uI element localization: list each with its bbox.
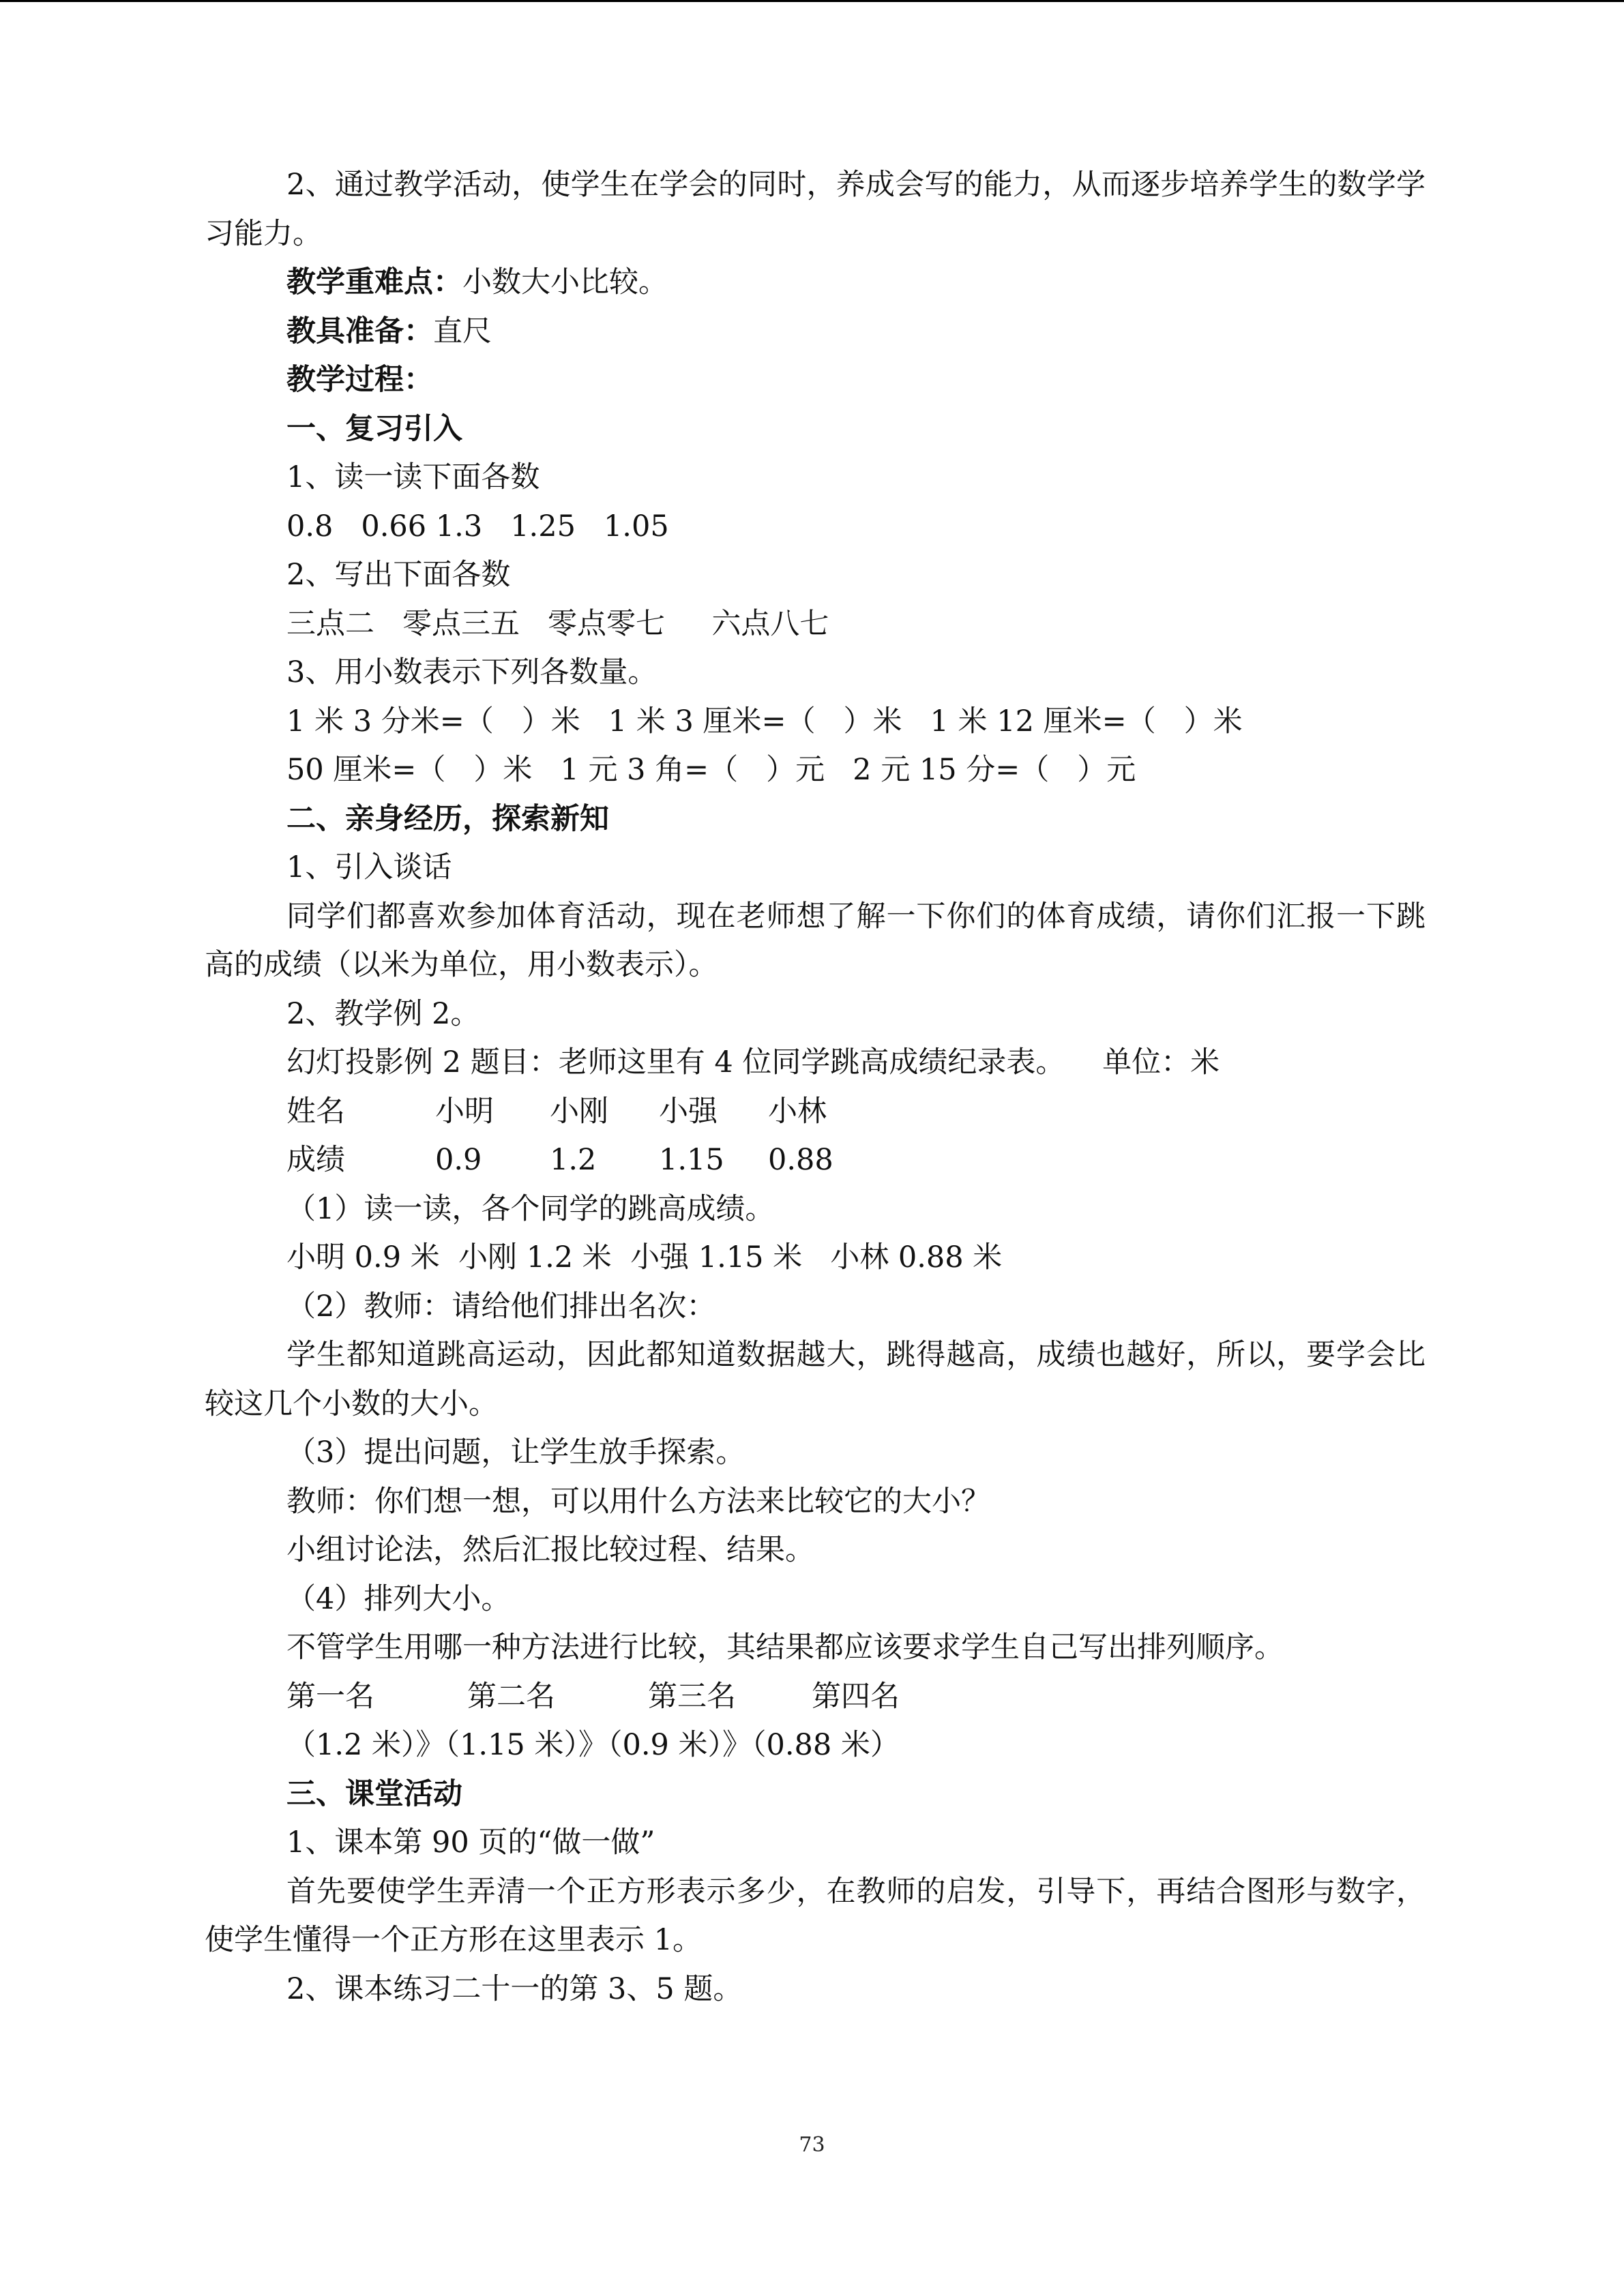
ranking-header-cell: 第二名 xyxy=(467,1679,555,1714)
score-table-cell: 0.9 xyxy=(435,1143,482,1177)
teaching-aids-label: 教具准备： xyxy=(286,314,433,348)
ranking-order: （1.2 米）》（1.15 米）》（0.9 米）》（0.88 米） xyxy=(286,1728,900,1762)
step-4-text: 不管学生用哪一种方法进行比较，其结果都应该要求学生自己写出排列顺序。 xyxy=(286,1630,1284,1665)
review-item-3: 3、用小数表示下列各数量。 xyxy=(286,655,658,689)
activity-1: 1、课本第 90 页的“做一做” xyxy=(286,1825,655,1860)
step-1: （1）读一读，各个同学的跳高成绩。 xyxy=(286,1191,775,1226)
page-number: 73 xyxy=(799,2133,825,2157)
ranking-header-cell: 第三名 xyxy=(648,1679,736,1714)
conversion-line-2: 50 厘米=（ ）米 1 元 3 角=（ ）元 2 元 15 分=（ ）元 xyxy=(286,753,1136,787)
ranking-header-cell: 第一名 xyxy=(286,1679,374,1714)
activity-1-text: 首先要使学生弄清一个正方形表示多少，在教师的启发，引导下，再结合图形与数字，使学生懂得一个正方形在这里表示 1。 xyxy=(205,1874,1426,1957)
score-table-cell: 成绩 xyxy=(286,1143,345,1177)
intro-talk-text: 同学们都喜欢参加体育活动，现在老师想了解一下你们的体育成绩，请你们汇报一下跳高的成绩（以米为单位，用小数表示）。 xyxy=(205,899,1426,982)
step-2: （2）教师：请给他们排出名次： xyxy=(286,1289,716,1324)
score-table-cell: 小强 xyxy=(659,1094,718,1129)
step-1-scores: 小明 0.9 米 小刚 1.2 米 小强 1.15 米 小林 0.88 米 xyxy=(286,1240,1003,1274)
score-table-cell: 姓名 xyxy=(286,1094,345,1129)
score-table-cell: 1.2 xyxy=(550,1143,597,1177)
score-table-value-row xyxy=(205,1136,1426,1185)
objective-2: 2、通过教学活动，使学生在学会的同时，养成会写的能力，从而逐步培养学生的数学学习能力。 xyxy=(205,168,1426,251)
conversion-line-1: 1 米 3 分米=（ ）米 1 米 3 厘米=（ ）米 1 米 12 厘米=（ ）米 xyxy=(286,704,1243,739)
teaching-aids-text: 直尺 xyxy=(433,314,492,348)
section-1-heading: 一、复习引入 xyxy=(286,411,462,446)
ranking-header-cell: 第四名 xyxy=(812,1679,900,1714)
key-difficulty xyxy=(205,258,1426,308)
score-table-cell: 小林 xyxy=(768,1094,827,1129)
step-3-discussion: 小组讨论法，然后汇报比较过程、结果。 xyxy=(286,1533,814,1567)
teaching-aids xyxy=(205,308,1426,357)
teaching-process-heading: 教学过程： xyxy=(286,363,433,397)
key-difficulty-text: 小数大小比较。 xyxy=(462,265,668,299)
score-table-cell: 小明 xyxy=(435,1094,494,1129)
section-3-heading: 三、课堂活动 xyxy=(286,1776,462,1811)
slide-problem: 幻灯投影例 2 题目：老师这里有 4 位同学跳高成绩纪录表。 单位：米 xyxy=(286,1045,1220,1079)
score-table-header-row xyxy=(205,1088,1426,1137)
top-border-line xyxy=(0,0,1624,2)
intro-talk: 1、引入谈话 xyxy=(286,850,452,884)
review-item-1: 1、读一读下面各数 xyxy=(286,460,540,494)
example-2: 2、教学例 2。 xyxy=(286,996,480,1031)
ranking-header-row xyxy=(205,1673,1426,1722)
step-4: （4）排列大小。 xyxy=(286,1581,511,1616)
activity-2: 2、课本练习二十一的第 3、5 题。 xyxy=(286,1971,743,2006)
review-numbers: 0.8 0.66 1.3 1.25 1.05 xyxy=(286,509,669,543)
key-difficulty-label: 教学重难点： xyxy=(286,265,462,299)
document-body xyxy=(205,161,1426,2014)
score-table-cell: 1.15 xyxy=(659,1143,724,1177)
review-item-2: 2、写出下面各数 xyxy=(286,558,511,592)
step-2-text: 学生都知道跳高运动，因此都知道数据越大，跳得越高，成绩也越好，所以，要学会比较这几个小数的大小。 xyxy=(205,1338,1426,1421)
review-words: 三点二 零点三五 零点零七 六点八七 xyxy=(286,606,829,641)
step-3: （3）提出问题，让学生放手探索。 xyxy=(286,1435,745,1470)
section-2-heading: 二、亲身经历，探索新知 xyxy=(286,801,609,836)
score-table-cell: 0.88 xyxy=(768,1143,833,1177)
score-table-cell: 小刚 xyxy=(550,1094,608,1129)
step-3-question: 教师：你们想一想，可以用什么方法来比较它的大小？ xyxy=(286,1484,990,1519)
